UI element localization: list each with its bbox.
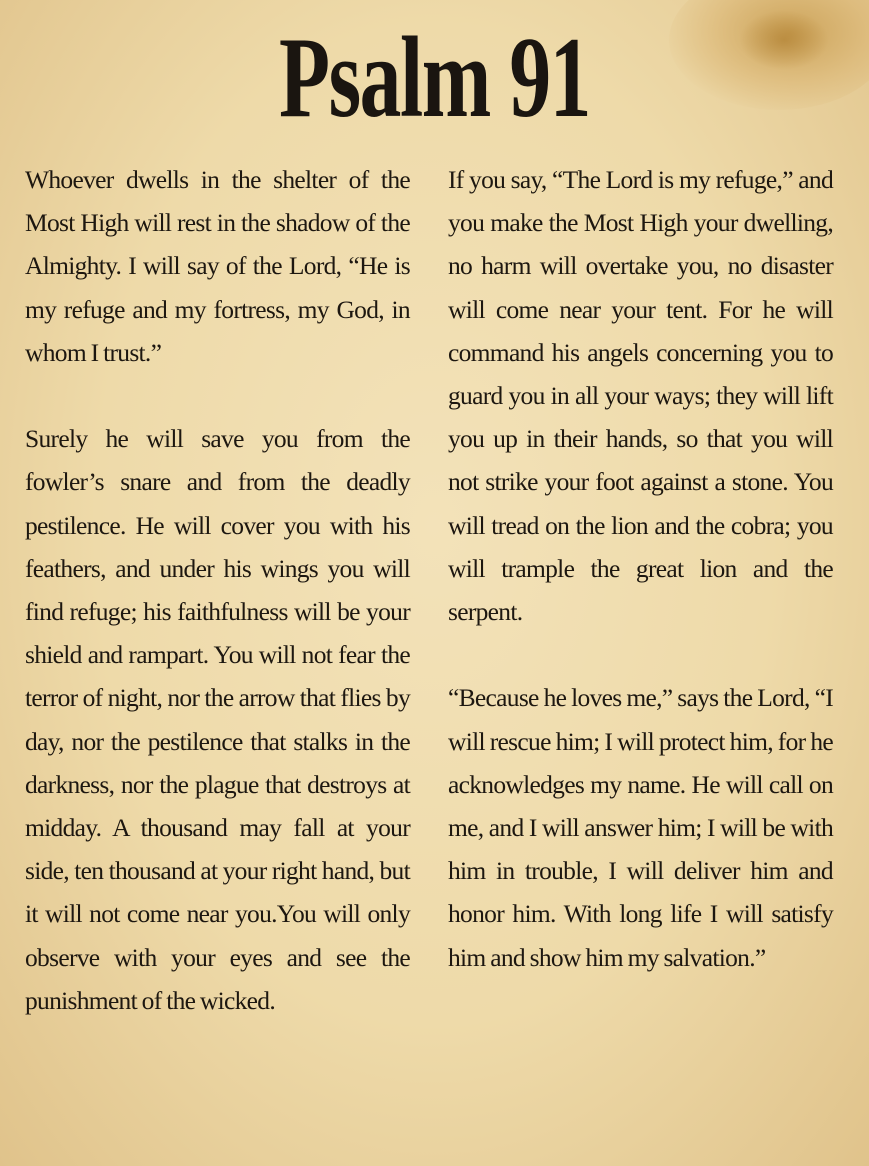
paragraph-refuge: If you say, “The Lord is my refuge,” and you make the Most High your dwelling, no harm will overtake you, no disaster will come near your tent. For he will command his angels concerning you to guard you in all your ways; they will lift you up in their hands, so that you will not strike your foot against a stone. You will tread on the lion and the cobra; you will trample the great lion and the serpent. (448, 165, 833, 627)
paragraph-promise: “Because he loves me,” says the Lord, “I will rescue him; I will protect him, for he acknowledges my name. He will call on me, and I will answer him; I will be with him in trouble, I will deliver him and honor him. With long life I will satisfy him and show him my salvation.” (448, 683, 833, 972)
paragraph-gap (25, 374, 410, 417)
paragraph-protection: Surely he will save you from the fowler’s snare and from the deadly pestilence. He will cover you with his feathers, and under his wings you will find refuge; his faithfulness will be your shield and rampart. You will not fear the terror of night, nor the arrow that flies by day, nor the pestilence that stalks in the darkness, nor the plague that destroys at midday. A thousand may fall at your side, ten thousand at your right hand, but it will not come near you.You will only observe with your eyes and see the punishment of the wicked. (25, 424, 410, 1015)
parchment-stain-dark (739, 10, 829, 70)
left-column (25, 158, 410, 1022)
page-title: Psalm 91 (279, 14, 590, 142)
paragraph-shelter: Whoever dwells in the shelter of the Most High will rest in the shadow of the Almighty. I will say of the Lord, “He is my refuge and my fortress, my God, in whom I trust.” (25, 165, 410, 367)
right-column (448, 158, 833, 979)
paragraph-gap (448, 633, 833, 676)
